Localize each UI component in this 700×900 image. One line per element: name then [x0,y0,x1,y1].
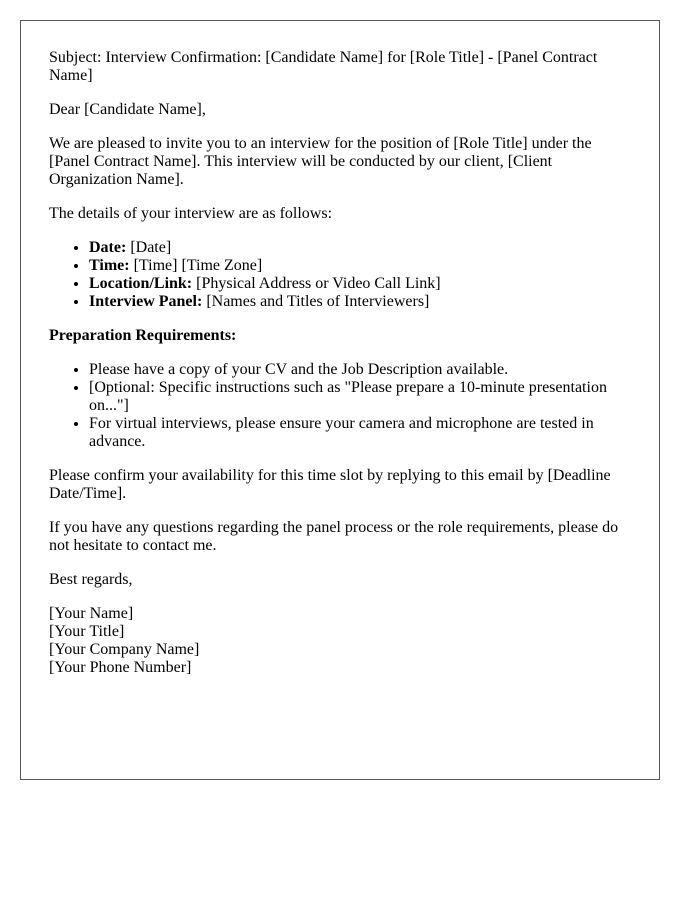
detail-label: Location/Link: [89,275,193,292]
detail-label: Date: [89,239,127,256]
questions-paragraph: If you have any questions regarding the panel process or the role requirements, please do not hesitate to contact me. [49,519,619,554]
detail-value: [Physical Address or Video Call Link] [192,275,441,292]
detail-label: Time: [89,257,130,274]
signature-block [49,605,631,677]
prep-item: • For virtual interviews, please ensure your camera and microphone are tested in advance. [89,415,631,451]
closing: Best regards, [49,571,133,588]
signature-company: [Your Company Name] [49,641,200,658]
detail-label: Interview Panel: [89,293,203,310]
detail-item-time [89,257,631,275]
preparation-heading: Preparation Requirements: [49,327,237,344]
detail-value: [Names and Titles of Interviewers] [202,293,430,310]
detail-item-date [89,239,631,257]
prep-item: • Please have a copy of your CV and the Job Description available. [89,361,631,379]
subject-line: Subject: Interview Confirmation: [Candidate Name] for [Role Title] - [Panel Contract Name] [49,49,598,84]
detail-item-location [89,275,631,293]
confirm-paragraph: Please confirm your availability for this time slot by replying to this email by [Deadline Date/Time]. [49,467,611,502]
detail-value: [Date] [126,239,172,256]
details-intro: The details of your interview are as follows: [49,205,333,222]
preparation-list [49,361,631,451]
details-list [49,239,631,311]
signature-title: [Your Title] [49,623,125,640]
detail-item-panel [89,293,631,311]
signature-phone: [Your Phone Number] [49,659,192,676]
prep-item: • [Optional: Specific instructions such as "Please prepare a 10-minute presentation on..."] [89,379,631,415]
letter-document [20,20,660,780]
signature-name: [Your Name] [49,605,134,622]
greeting: Dear [Candidate Name], [49,101,206,118]
intro-paragraph: We are pleased to invite you to an interview for the position of [Role Title] under the [Panel Contract Name]. This interview will be conducted by our client, [Client Organization Name]. [49,135,592,188]
detail-value: [Time] [Time Zone] [129,257,263,274]
